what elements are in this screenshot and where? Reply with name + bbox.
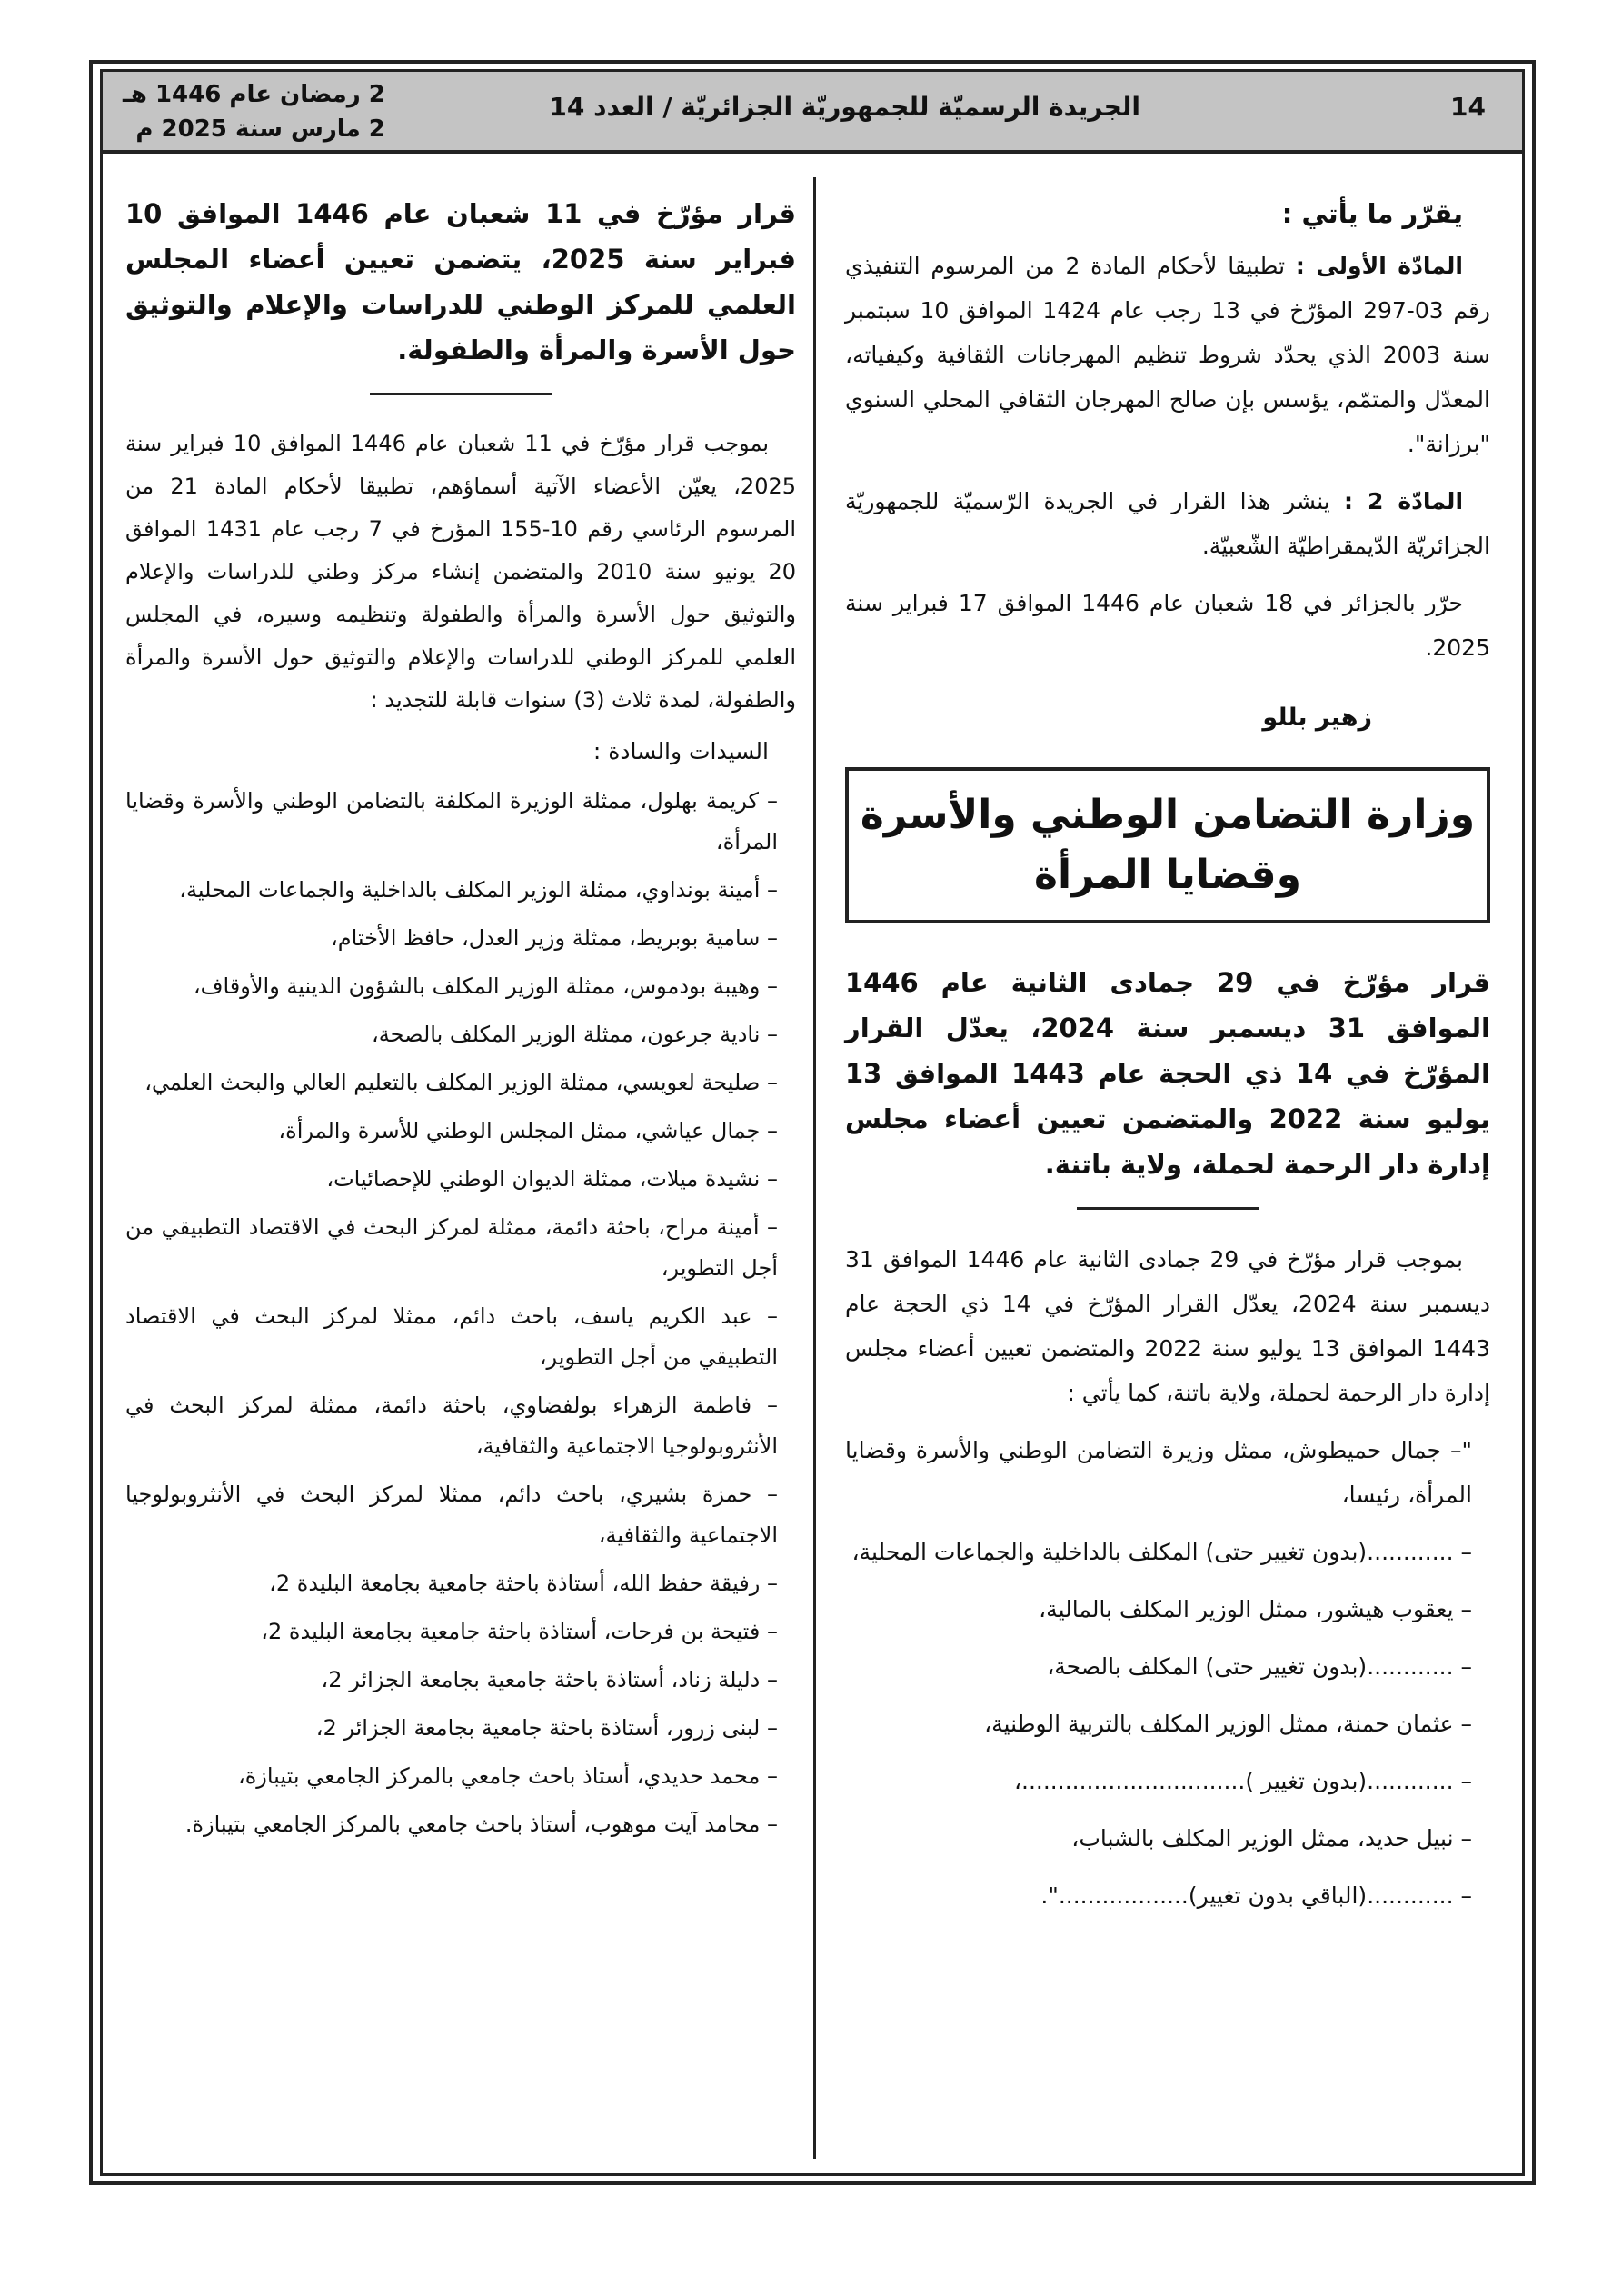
article-2 (845, 479, 1490, 568)
list-item: – عبد الكريم ياسف، باحث دائم، ممثلا لمركز البحث في الاقتصاد التطبيقي من أجل التطوير، (125, 1303, 778, 1370)
list-item: – ............(بدون تغيير حتى) المكلف بالصحة، (1047, 1653, 1472, 1680)
list-item: – رفيقة حفظ الله، أستاذة باحثة جامعية بجامعة البليدة 2، (269, 1571, 778, 1596)
list-item: – جمال عياشي، ممثل المجلس الوطني للأسرة والمرأة، (278, 1118, 778, 1143)
journal-title: الجريدة الرسميّة للجمهوريّة الجزائريّة / العدد 14 (549, 92, 1140, 122)
separator-rule (1077, 1207, 1259, 1210)
article-2-text: ينشر هذا القرار في الجريدة الرّسميّة للجمهوريّة الجزائريّة الدّيمقراطيّة الشّعبيّة. (845, 488, 1490, 559)
list-item: – نادية جرعون، ممثلة الوزير المكلف بالصحة، (372, 1022, 778, 1047)
decree-intro: بموجب قرار مؤرّخ في 29 جمادى الثانية عام 1446 الموافق 31 ديسمبر سنة 2024، يعدّل القرار المؤرّخ في 14 ذي الحجة عام 1443 الموافق 13 يوليو سنة 2022 والمتضمن تعيين أعضاء مجلس إدارة دار الرحمة لحملة، ولاية باتنة، كما يأتي : (845, 1246, 1490, 1406)
list-item: – دليلة زناد، أستاذة باحثة جامعية بجامعة الجزائر 2، (321, 1667, 778, 1692)
date-hijri: 2 رمضان عام 1446 هـ (123, 81, 385, 108)
list-item: – يعقوب هيشور، ممثل الوزير المكلف بالمالية، (1039, 1596, 1472, 1622)
article-1-text: تطبيقا لأحكام المادة 2 من المرسوم التنفيذي رقم 03-297 المؤرّخ في 13 رجب عام 1424 الموافق 10 سبتمبر سنة 2003 الذي يحدّد شروط تنظيم المهرجانات الثقافية وكيفياته، المعدّل والمتمّم، يؤسس بإن صالح المهرجان الثقافي المحلي السنوي "برزانة". (845, 253, 1490, 457)
list-item: – ............(بدون تغيير )...............................، (1013, 1768, 1472, 1794)
list-item: – كريمة بهلول، ممثلة الوزيرة المكلفة بالتضامن الوطني والأسرة وقضايا المرأة، (125, 788, 778, 854)
page-number: 14 (1450, 92, 1486, 122)
separator-rule (370, 393, 552, 395)
journal-header (103, 72, 1522, 154)
list-item: – نشيدة ميلات، ممثلة الديوان الوطني للإحصائيات، (326, 1166, 778, 1192)
list-item: "– جمال حميطوش، ممثل وزيرة التضامن الوطني والأسرة وقضايا المرأة، رئيسا، (845, 1437, 1472, 1508)
list-item: – ............(بدون تغيير حتى) المكلف بالداخلية والجماعات المحلية، (851, 1539, 1472, 1565)
decree-title: قرار مؤرّخ في 29 جمادى الثانية عام 1446 الموافق 31 ديسمبر سنة 2024، يعدّل القرار المؤرّخ في 14 ذي الحجة عام 1443 الموافق 13 يوليو سنة 2022 والمتضمن تعيين أعضاء مجلس إدارة دار الرحمة لحملة، ولاية باتنة. (845, 967, 1491, 1180)
list-item: – أمينة مراح، باحثة دائمة، ممثلة لمركز البحث في الاقتصاد التطبيقي من أجل التطوير، (125, 1214, 778, 1281)
list-item: – ............(الباقي بدون تغيير)..................". (1040, 1882, 1472, 1909)
decides-heading: يقرّر ما يأتي : (1281, 198, 1463, 229)
list-item: – حمزة بشيري، باحث دائم، ممثلا لمركز البحث في الأنثروبولوجيا الاجتماعية والثقافية، (125, 1482, 778, 1548)
members-list (125, 781, 796, 1845)
list-item: – وهيبة بودموس، ممثلة الوزير المكلف بالشؤون الدينية والأوقاف، (193, 973, 778, 999)
list-item: – فتيحة بن فرحات، أستاذة باحثة جامعية بجامعة البليدة 2، (261, 1619, 778, 1644)
issue-date (123, 77, 385, 146)
right-column (845, 191, 1490, 1925)
list-item: – محمد حديدي، أستاذ باحث جامعي بالمركز الجامعي بتيبازة، (237, 1763, 778, 1789)
list-item: – صليحة لعويسي، ممثلة الوزير المكلف بالتعليم العالي والبحث العلمي، (144, 1070, 778, 1095)
ministry-box: وزارة التضامن الوطني والأسرة وقضايا المرأة (845, 767, 1490, 923)
article-1-label: المادّة الأولى : (1295, 253, 1464, 279)
list-item: – نبيل حديد، ممثل الوزير المكلف بالشباب، (1071, 1825, 1472, 1852)
list-item: – لبنى زرور، أستاذة باحثة جامعية بجامعة الجزائر 2، (315, 1715, 778, 1741)
decree-title: قرار مؤرّخ في 11 شعبان عام 1446 الموافق 10 فبراير سنة 2025، يتضمن تعيين أعضاء المجلس العلمي للمركز الوطني للدراسات والإعلام والتوثيق حول الأسرة والمرأة والطفولة. (125, 198, 797, 365)
list-item: – أمينة بونداوي، ممثلة الوزير المكلف بالداخلية والجماعات المحلية، (179, 877, 778, 903)
signature: زهير بللو (1262, 704, 1372, 732)
list-item: – عثمان حمنة، ممثل الوزير المكلف بالتربية الوطنية، (984, 1711, 1472, 1737)
list-item: – سامية بوبريط، ممثلة وزير العدل، حافظ الأختام، (331, 925, 778, 951)
article-1 (845, 244, 1490, 466)
list-item: – محامد آيت موهوب، أستاذ باحث جامعي بالمركز الجامعي بتيبازة. (184, 1812, 778, 1837)
left-column (125, 191, 796, 1852)
date-gregorian: 2 مارس سنة 2025 م (135, 115, 385, 143)
list-item: – فاطمة الزهراء بولفضاوي، باحثة دائمة، ممثلة لمركز البحث في الأنثروبولوجيا الاجتماعية والثقافية، (125, 1393, 778, 1459)
column-divider (813, 177, 816, 2159)
article-2-label: المادّة 2 : (1343, 488, 1464, 514)
ladies-gentlemen: السيدات والسادة : (592, 738, 769, 764)
members-list (845, 1428, 1490, 1918)
decree-intro: بموجب قرار مؤرّخ في 11 شعبان عام 1446 الموافق 10 فبراير سنة 2025، يعيّن الأعضاء الآتية أسماؤهم، تطبيقا لأحكام المادة 21 من المرسوم الرئاسي رقم 10-155 المؤرخ في 7 رجب عام 1431 الموافق 20 يونيو سنة 2010 والمتضمن إنشاء مركز وطني للدراسات والإعلام والتوثيق حول الأسرة والمرأة والطفولة وتنظيمه وسيره، في المجلس العلمي للمركز الوطني للدراسات والإعلام والتوثيق حول الأسرة والمرأة والطفولة، لمدة ثلاث (3) سنوات قابلة للتجديد : (125, 431, 796, 713)
done-at: حرّر بالجزائر في 18 شعبان عام 1446 الموافق 17 فبراير سنة 2025. (845, 590, 1490, 661)
